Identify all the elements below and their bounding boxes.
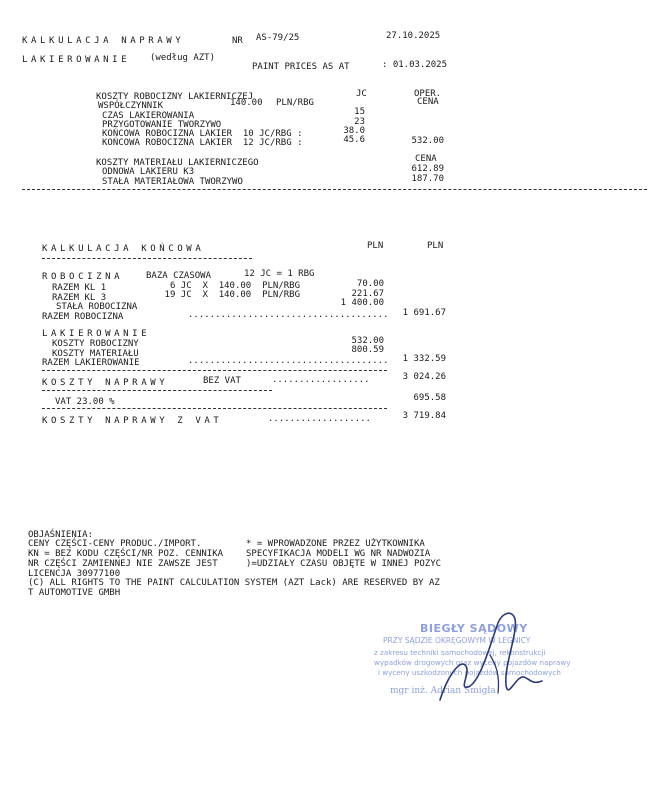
material-col-cena: CENA xyxy=(415,154,437,164)
robocizna-row-label: RAZEM KL 3 xyxy=(52,293,107,303)
labour-row-jc: 23 xyxy=(354,117,365,127)
leader-dots: ................... xyxy=(268,414,371,424)
robocizna-row-calc: 6 JC X 140.00 PLN/RBG xyxy=(169,281,300,291)
final-col2: PLN xyxy=(427,241,444,251)
labour-row-label: KOŃCOWA ROBOCIZNA LAKIER 12 JC/RBG : xyxy=(102,138,303,148)
lakierowanie-total: 1 332.59 xyxy=(402,354,446,364)
prices-label: PAINT PRICES AS AT xyxy=(252,62,350,72)
lakierowanie-row-value: 800.59 xyxy=(351,345,384,355)
total-divider xyxy=(42,370,387,371)
robocizna-row-value: 1 400.00 xyxy=(340,298,384,308)
document-number: AS-79/25 xyxy=(256,33,300,43)
base-label: BAZA CZASOWA xyxy=(146,271,212,281)
handwritten-signature xyxy=(420,605,560,715)
subtitle-suffix: (według AZT) xyxy=(150,53,216,63)
nr-label: NR xyxy=(232,36,243,46)
robocizna-row-value: 221.67 xyxy=(351,289,384,299)
copyright-line: T AUTOMOTIVE GMBH xyxy=(28,588,121,598)
note-left: LICENCJA 30977100 xyxy=(28,569,121,579)
col-cena: CENA xyxy=(417,97,439,107)
gross-label: KOSZTY NAPRAWY Z VAT xyxy=(42,416,223,426)
copyright-line: (C) ALL RIGHTS TO THE PAINT CALCULATION SYSTEM (AZT Lack) ARE RESERVED BY AZ xyxy=(28,578,440,588)
leader-dots: .................. xyxy=(272,375,370,385)
material-row-label: STAŁA MATERIAŁOWA TWORZYWO xyxy=(102,177,243,187)
lakierowanie-row-label: KOSZTY ROBOCIZNY xyxy=(52,339,139,349)
leader-dots: ..................................... xyxy=(188,310,389,320)
material-row-price: 612.89 xyxy=(411,164,444,174)
labour-row-jc: 15 xyxy=(354,107,365,117)
net-total: 3 024.26 xyxy=(402,372,446,382)
robocizna-row-value: 70.00 xyxy=(356,279,384,289)
note-right: )=UDZIAŁY CZASU OBJĘTE W INNEJ POZYC xyxy=(246,559,442,569)
coef-label: WSPÓŁCZYNNIK xyxy=(98,101,164,111)
subtitle: LAKIEROWANIE xyxy=(22,55,131,65)
net-label: KOSZTY NAPRAWY xyxy=(42,378,169,388)
lakierowanie-total-label: RAZEM LAKIEROWANIE xyxy=(42,358,140,368)
col-jc: JC xyxy=(356,89,367,99)
labour-cost-total: 532.00 xyxy=(411,136,444,146)
robocizna-row-calc: 19 JC X 140.00 PLN/RBG xyxy=(164,290,300,300)
gross-total: 3 719.84 xyxy=(402,411,446,421)
note-right: * = WPROWADZONE PRZEZ UŻYTKOWNIKA xyxy=(246,539,425,549)
stamp-name: mgr inż. Adrian Śmigła xyxy=(390,686,496,696)
material-heading: KOSZTY MATERIAŁU LAKIERNICZEGO xyxy=(96,158,259,168)
robocizna-heading: ROBOCIZNA xyxy=(42,272,124,282)
col-oper: OPER. xyxy=(414,89,442,99)
stamp-line: z zakresu techniki samochodowej, rekonstrukcji xyxy=(374,648,546,657)
note-left: NR CZĘŚCI ZAMIENNEJ NIE ZAWSZE JEST xyxy=(28,559,218,569)
net-suffix: BEZ VAT xyxy=(203,376,241,386)
vat-underline xyxy=(42,408,387,409)
prices-date: : 01.03.2025 xyxy=(382,60,448,70)
lakierowanie-row-value: 532.00 xyxy=(351,336,384,346)
coef-unit: PLN/RBG xyxy=(276,98,314,108)
heading-underline xyxy=(42,258,252,259)
section-divider xyxy=(22,189,647,190)
vat-divider xyxy=(42,390,272,391)
stamp-line: wypadków drogowych oraz wyceny pojazdów naprawy xyxy=(374,658,571,667)
document-date: 27.10.2025 xyxy=(386,31,441,41)
note-left: KN = BEZ KODU CZĘŚCI/NR POZ. CENNIKA xyxy=(28,549,224,559)
stamp-title: BIEGŁY SĄDOWY xyxy=(420,622,528,635)
labour-heading: KOSZTY ROBOCIZNY LAKIERNICZEJ xyxy=(96,92,254,102)
robocizna-row-label: STAŁA ROBOCIZNA xyxy=(56,302,138,312)
coef-value: 140.00 xyxy=(230,98,263,108)
lakierowanie-row-label: KOSZTY MATERIAŁU xyxy=(52,349,139,359)
stamp-line: i wyceny uszkodzonych pojazdów samochodowych xyxy=(378,668,561,677)
vat-label: VAT 23.00 % xyxy=(55,397,115,407)
material-row-price: 187.70 xyxy=(411,174,444,184)
note-left: CENY CZĘŚCI-CENY PRODUC./IMPORT. xyxy=(28,539,202,549)
vat-value: 695.58 xyxy=(413,393,446,403)
document-title: KALKULACJA NAPRAWY xyxy=(22,36,185,46)
labour-row-label: PRZYGOTOWANIE TWORZYWO xyxy=(102,120,222,130)
material-row-label: ODNOWA LAKIERU K3 xyxy=(102,167,195,177)
robocizna-total-label: RAZEM ROBOCIZNA xyxy=(42,312,124,322)
labour-row-jc: 45.6 xyxy=(343,135,365,145)
final-col1: PLN xyxy=(367,241,384,251)
labour-row-label: KOŃCOWA ROBOCIZNA LAKIER 10 JC/RBG : xyxy=(102,129,303,139)
notes-heading: OBJAŚNIENIA: xyxy=(28,530,94,540)
robocizna-total: 1 691.67 xyxy=(402,308,446,318)
final-heading: KALKULACJA KOŃCOWA xyxy=(42,244,205,254)
note-right: SPECYFIKACJA MODELI WG NR NADWOZIA xyxy=(246,549,431,559)
labour-row-jc: 38.0 xyxy=(343,126,365,136)
labour-row-label: CZAS LAKIEROWANIA xyxy=(102,111,195,121)
lakierowanie-heading: LAKIEROWANIE xyxy=(42,329,151,339)
base-value: 12 JC = 1 RBG xyxy=(244,269,315,279)
robocizna-row-label: RAZEM KL 1 xyxy=(52,283,107,293)
stamp-line: PRZY SĄDZIE OKRĘGOWYM W LEGNICY xyxy=(383,636,531,645)
leader-dots: ..................................... xyxy=(188,356,389,366)
